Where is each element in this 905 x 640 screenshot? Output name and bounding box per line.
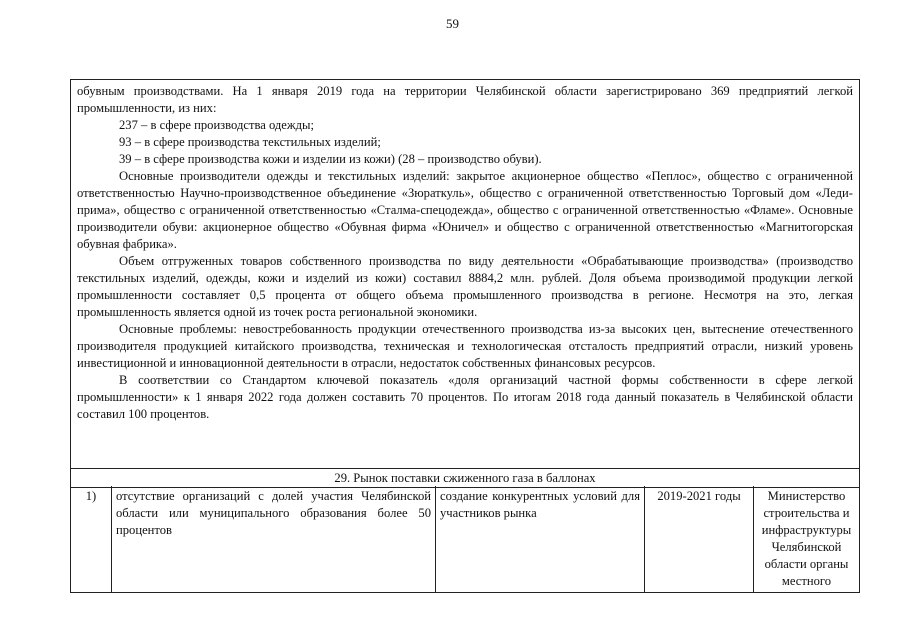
intro-continuation-paragraph: обувным производствами. На 1 января 2019 года на территории Челябинской области зарегистрировано 369 предприятий легкой промышленности, из них: [77,84,853,115]
page-number: 59 [446,16,459,31]
volume-paragraph: Объем отгруженных товаров собственного производства по виду деятельности «Обрабатывающие производства» (производство текстильных изделий, одежды, кожи и изделий из кожи) составил 8884,2 млн. рублей. Доля объема производимой продукции легкой промышленности составляет 0,5 процента от общего объема промышленного производства в регионе. Несмотря на это, легкая промышленность является одной из точек роста региональной экономики. [77,254,853,319]
measure-cell: создание конкурентных условий для участников рынка [436,486,645,592]
table-row [71,486,859,592]
producers-paragraph: Основные производители одежды и текстильных изделий: закрытое акционерное общество «Пеплос», общество с ограниченной ответственностью Научно-производственное объединение «Зюраткуль», общество с ограниченной ответственностью Торговый дом «Леди-прима», общество с ограниченной ответственностью «Сталма-спецодежда», общество с ограниченной ответственностью «Фламе». Основные производители обуви: акционерное общество «Обувная фирма «Юничел» и общество с ограниченной ответственностью «Магнитогорская обувная фабрика». [77,169,853,251]
list-item-clothing: 237 – в сфере производства одежды; [119,118,314,132]
problems-paragraph: Основные проблемы: невостребованность продукции отечественного производства из-за высоких цен, вытеснение отечественного производителя продукцией китайского производства, техническая и технологическая отсталость предприятий отрасли, низкий уровень инвестиционной и инновационной деятельности в отрасли, недостаток собственных финансовых ресурсов. [77,322,853,370]
section-title: 29. Рынок поставки сжиженного газа в баллонах [71,468,859,488]
list-item-textiles: 93 – в сфере производства текстильных изделий; [119,135,381,149]
standard-paragraph: В соответствии со Стандартом ключевой показатель «доля организаций частной формы собственности в сфере легкой промышленности» к 1 января 2022 года должен составить 70 процентов. По итогам 2018 года данный показатель в Челябинской области составил 100 процентов. [77,373,853,421]
responsible-cell: Министерство строительства и инфраструктуры Челябинской области органы местного [761,489,852,588]
problem-cell: отсутствие организаций с долей участия Челябинской области или муниципального образования более 50 процентов [112,486,436,592]
body-text [71,80,859,423]
measures-table [71,486,859,592]
document-frame [70,79,860,593]
period-cell: 2019-2021 годы [645,486,754,592]
row-number: 1) [71,486,112,592]
list-item-leather: 39 – в сфере производства кожи и изделии из кожи) (28 – производство обуви). [119,152,542,166]
